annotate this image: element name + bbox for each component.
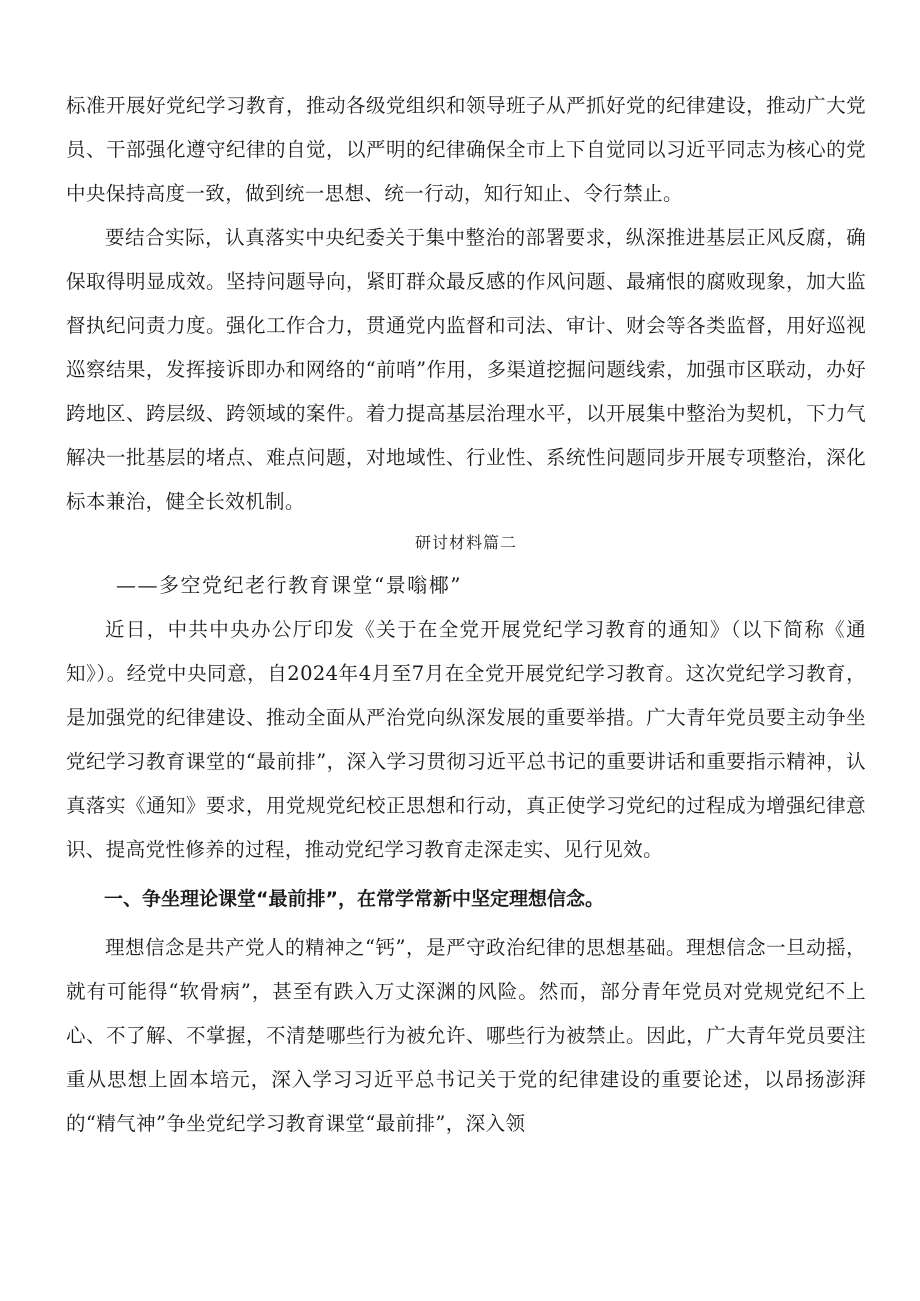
body-paragraph: 理想信念是共产党人的精神之“钙”，是严守政治纪律的思想基础。理想信念一旦动摇，就有可能得“软骨病”，甚至有跌入万丈深渊的风险。然而，部分青年党员对党规党纪不上心、不了解、不掌握，不清楚哪些行为被允许、哪些行为被禁止。因此，广大青年党员要注重从思想上固本培元，深入学习习近平总书记关于党的纪律建设的重要论述，以昂扬澎湃的“精气神”争坐党纪学习教育课堂“最前排”，深入领: [66, 936, 866, 1135]
body-paragraph: 近日，中共中央办公厅印发《关于在全党开展党纪学习教育的通知》（以下简称《通知》）。经党中央同意，自2024年4月至7月在全党开展党纪学习教育。这次党纪学习教育，是加强党的纪律建设、推动全面从严治党向纵深发展的重要举措。广大青年党员要主动争坐党纪学习教育课堂的“最前排”，深入学习贯彻习近平总书记的重要讲话和重要指示精神，认真落实《通知》要求，用党规党纪校正思想和行动，真正使学习党纪的过程成为增强纪律意识、提高党性修养的过程，推动党纪学习教育走深走实、见行见效。: [66, 618, 866, 861]
body-paragraph: 要结合实际，认真落实中央纪委关于集中整治的部署要求，纵深推进基层正风反腐，确保取得明显成效。坚持问题导向，紧盯群众最反感的作风问题、最痛恨的腐败现象，加大监督执纪问责力度。强化工作合力，贯通党内监督和司法、审计、财会等各类监督，用好巡视巡察结果，发挥接诉即办和网络的“前哨”作用，多渠道挖掘问题线索，加强市区联动，办好跨地区、跨层级、跨领域的案件。着力提高基层治理水平，以开展集中整治为契机，下力气解决一批基层的堵点、难点问题，对地域性、行业性、系统性问题同步开展专项整治，深化标本兼治，健全长效机制。: [66, 226, 866, 513]
document-page: [66, 84, 866, 1146]
section-heading: 一、争坐理论课堂“最前排”，在常学常新中坚定理想信念。: [104, 888, 604, 910]
body-paragraph-continued: 标准开展好党纪学习教育，推动各级党组织和领导班子从严抓好党的纪律建设，推动广大党员、干部强化遵守纪律的自觉，以严明的纪律确保全市上下自觉同以习近平同志为核心的党中央保持高度一致，做到统一思想、统一行动，知行知止、令行禁止。: [66, 94, 866, 205]
section-title: 研讨材料篇二: [414, 533, 517, 552]
section-subtitle: ——多空党纪老行教育课堂“景嗡椰”: [116, 573, 462, 597]
